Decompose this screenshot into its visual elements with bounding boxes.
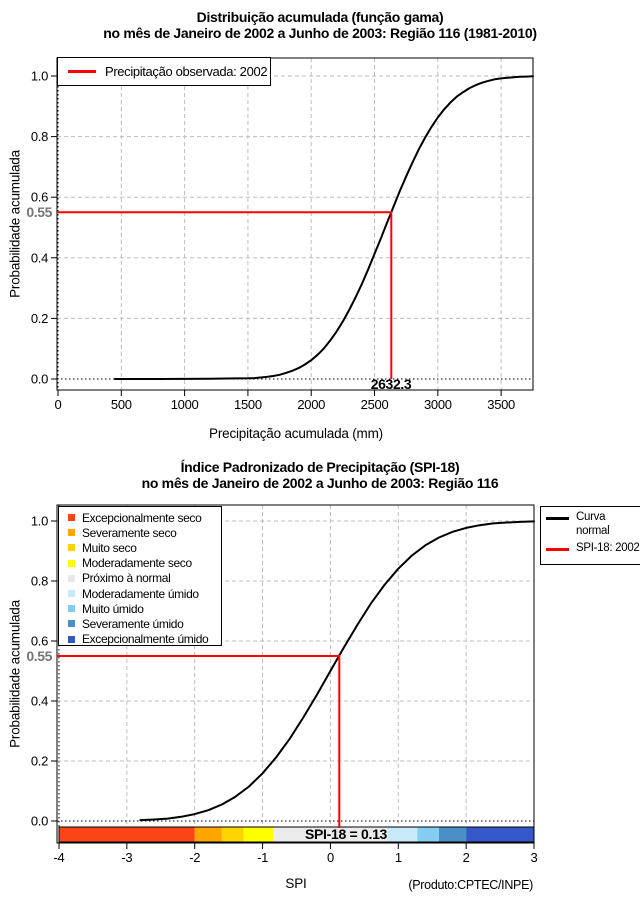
- category-label: Moderadamente seco: [82, 556, 192, 571]
- category-label: Severamente seco: [82, 525, 177, 540]
- y-tick-label: 0.6: [30, 189, 48, 205]
- top-chart-title: [2, 9, 638, 41]
- x-tick-label: 1: [394, 850, 402, 865]
- colorbar-segment: [222, 827, 244, 842]
- x-tick-label: -2: [189, 850, 201, 865]
- spi-value-annotation: SPI-18 = 0.13: [304, 826, 388, 842]
- top-crosshair-probability-label: 0.55: [26, 204, 52, 220]
- category-color-swatch: [68, 544, 75, 551]
- category-label: Próximo à normal: [82, 571, 171, 586]
- colorbar-segment: [439, 827, 466, 842]
- x-tick-label: 2: [462, 850, 470, 865]
- crosshair-lines: [57, 656, 339, 828]
- product-credit: (Produto:CPTEC/INPE): [408, 878, 533, 892]
- y-tick-label: 0.4: [30, 693, 48, 709]
- category-item-8: [59, 632, 221, 647]
- top-chart-title-line1: Distribuição acumulada (função gama): [196, 9, 444, 25]
- x-tick-label: 2500: [360, 397, 389, 412]
- x-tick-label: 1500: [234, 397, 262, 412]
- colorbar-segment: [244, 827, 274, 842]
- category-item-7: [59, 616, 221, 631]
- y-tick-label: 0.6: [30, 633, 48, 649]
- bottom-chart-ylabel: Probabilidade acumulada: [7, 600, 23, 748]
- x-tick-label: -1: [257, 850, 269, 865]
- colorbar-segment: [59, 827, 195, 842]
- colorbar-segment: [195, 827, 222, 842]
- top-chart-xlabel: Precipitação acumulada (mm): [209, 426, 383, 441]
- curves-legend-item-spi: [541, 542, 640, 556]
- category-color-swatch: [68, 575, 75, 582]
- top-chart-title-line2: no mês de Janeiro de 2002 a Junho de 2003: Região 116 (1981-2010): [103, 25, 537, 41]
- category-label: Moderadamente úmido: [82, 586, 199, 601]
- curves-legend-label-normal: Curva normal: [576, 511, 610, 537]
- category-color-swatch: [68, 560, 75, 567]
- top-crosshair-value-label: 2632.3: [370, 376, 412, 392]
- category-color-swatch: [68, 636, 75, 643]
- plot-frame: [57, 58, 533, 390]
- black-line-sample: [546, 517, 569, 520]
- x-tick-label: 3500: [487, 397, 516, 412]
- x-tick-label: 0: [54, 397, 62, 412]
- category-item-0: [59, 510, 221, 525]
- bottom-crosshair-probability-label: 0.55: [26, 648, 52, 664]
- x-tick-label: 2000: [297, 397, 326, 412]
- y-tick-label: 0.8: [30, 573, 48, 589]
- category-color-swatch: [68, 590, 75, 597]
- top-legend-label: Precipitação observada: 2002: [105, 64, 268, 79]
- category-color-swatch: [68, 620, 75, 627]
- category-label: Excepcionalmente seco: [82, 510, 202, 525]
- category-color-swatch: [68, 514, 75, 521]
- y-tick-label: 1.0: [30, 68, 48, 84]
- y-tick-label: 0.0: [30, 813, 48, 829]
- crosshair-lines: [57, 212, 391, 379]
- top-chart-ylabel: Probabilidade acumulada: [7, 150, 23, 298]
- y-tick-label: 0.8: [30, 129, 48, 145]
- curves-legend: [540, 506, 640, 565]
- bottom-chart-xlabel: SPI: [285, 876, 307, 891]
- category-color-swatch: [68, 605, 75, 612]
- cdf-curve: [115, 76, 533, 379]
- bottom-chart-title: [2, 459, 638, 491]
- category-label: Muito úmido: [82, 601, 144, 616]
- y-tick-label: 0.0: [30, 371, 48, 387]
- y-tick-label: 0.4: [30, 250, 48, 266]
- category-color-swatch: [68, 529, 75, 536]
- red-line-sample-2: [546, 548, 569, 551]
- category-item-2: [59, 540, 221, 555]
- x-tick-label: 500: [110, 397, 132, 412]
- category-label: Muito seco: [82, 540, 137, 555]
- curves-legend-label-spi: SPI-18: 2002: [576, 542, 640, 554]
- y-tick-label: 1.0: [30, 513, 48, 529]
- bottom-chart-title-line1: Índice Padronizado de Precipitação (SPI-18): [180, 459, 460, 475]
- x-tick-label: 3: [530, 850, 538, 865]
- curves-legend-item-normal: [541, 511, 640, 538]
- x-tick-label: 0: [326, 850, 334, 865]
- category-label: Severamente úmido: [82, 616, 184, 631]
- category-item-1: [59, 525, 221, 540]
- spi-categories-legend: [58, 506, 222, 646]
- category-item-3: [59, 556, 221, 571]
- y-tick-label: 0.2: [30, 310, 48, 326]
- category-item-4: [59, 571, 221, 586]
- category-item-6: [59, 601, 221, 616]
- x-tick-label: 1000: [170, 397, 199, 412]
- bottom-chart-title-line2: no mês de Janeiro de 2002 a Junho de 2003: Região 116: [141, 475, 499, 491]
- x-tick-label: 3000: [423, 397, 452, 412]
- red-line-sample: [68, 70, 96, 73]
- colorbar-segment: [466, 827, 534, 842]
- category-label: Excepcionalmente úmido: [82, 632, 209, 647]
- spi-chart: [0, 450, 640, 900]
- category-item-5: [59, 586, 221, 601]
- spi-category-list: [59, 510, 221, 647]
- top-chart-legend: [57, 57, 271, 86]
- x-tick-label: -4: [53, 850, 65, 865]
- y-tick-label: 0.2: [30, 753, 48, 769]
- x-tick-label: -3: [121, 850, 133, 865]
